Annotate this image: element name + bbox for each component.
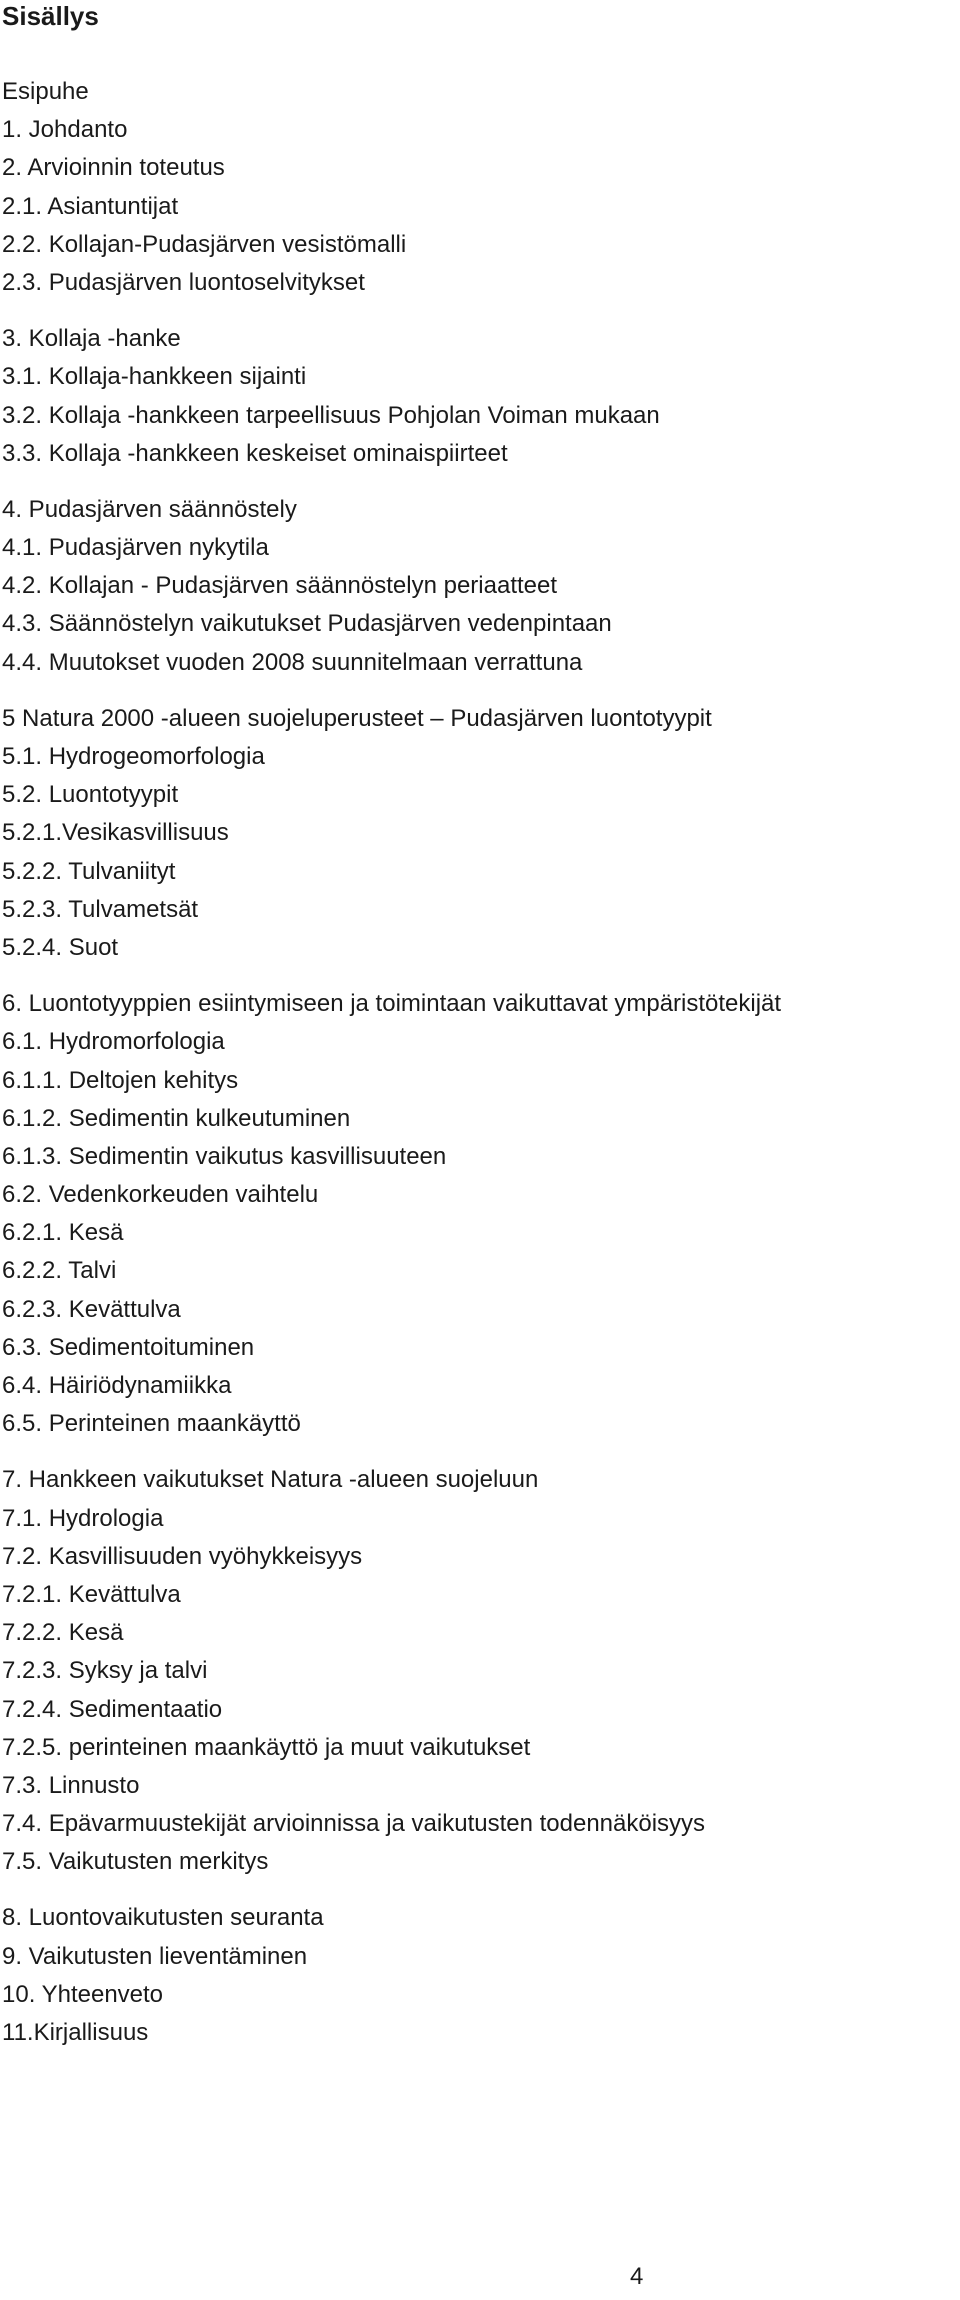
toc-entry: 7. Hankkeen vaikutukset Natura -alueen suojeluun: [2, 1466, 539, 1494]
toc-entry: 4. Pudasjärven säännöstely: [2, 495, 297, 523]
toc-entry: 2.3. Pudasjärven luontoselvitykset: [2, 268, 365, 296]
toc-entry: 1. Johdanto: [2, 116, 128, 144]
toc-entry: 2. Arvioinnin toteutus: [2, 154, 225, 182]
toc-group: [2, 1899, 781, 2052]
toc-group: [2, 700, 781, 967]
toc-entry: 2.1. Asiantuntijat: [2, 192, 179, 220]
toc-entry: 5.2.4. Suot: [2, 933, 119, 961]
toc-entry: 6.1.2. Sedimentin kulkeutuminen: [2, 1104, 351, 1132]
toc-entry: 4.4. Muutokset vuoden 2008 suunnitelmaan verrattuna: [2, 648, 583, 676]
toc-entry: 7.2.1. Kevättulva: [2, 1580, 181, 1608]
page-title: Sisällys: [2, 1, 99, 31]
toc-entry: 8. Luontovaikutusten seuranta: [2, 1904, 324, 1932]
page-number: 4: [630, 2263, 644, 2290]
toc-entry: 6. Luontotyyppien esiintymiseen ja toimintaan vaikuttavat ympäristötekijät: [2, 990, 782, 1018]
toc-entry: 11.Kirjallisuus: [2, 2019, 149, 2046]
toc-entry: 5.2. Luontotyypit: [2, 781, 179, 809]
toc-entry: 6.1. Hydromorfologia: [2, 1028, 225, 1056]
toc-entry: 7.2.4. Sedimentaatio: [2, 1695, 223, 1723]
toc-entry: 6.4. Häiriödynamiikka: [2, 1372, 232, 1399]
toc-entry: 4.2. Kollajan - Pudasjärven säännöstelyn periaatteet: [2, 572, 558, 600]
toc-entry: 6.5. Perinteinen maankäyttö: [2, 1410, 301, 1438]
toc-group: [2, 73, 781, 302]
toc-entry: 7.2.3. Syksy ja talvi: [2, 1657, 208, 1685]
toc-entry: 6.2.1. Kesä: [2, 1219, 124, 1247]
toc-entry: 3. Kollaja -hanke: [2, 325, 181, 353]
toc-entry: 7.1. Hydrologia: [2, 1504, 164, 1532]
toc-entry: 4.1. Pudasjärven nykytila: [2, 534, 269, 562]
toc-entry: 7.2.2. Kesä: [2, 1619, 124, 1647]
toc-entry: 9. Vaikutusten lieventäminen: [2, 1942, 308, 1970]
toc-entry: 3.3. Kollaja -hankkeen keskeiset ominaispiirteet: [2, 439, 508, 467]
toc-entry: 7.5. Vaikutusten merkitys: [2, 1848, 269, 1876]
toc-entry: 3.2. Kollaja -hankkeen tarpeellisuus Pohjolan Voiman mukaan: [2, 401, 660, 429]
toc-entry: 5.2.3. Tulvametsät: [2, 895, 199, 923]
toc-entry: 7.3. Linnusto: [2, 1771, 140, 1799]
toc-entry: 6.1.3. Sedimentin vaikutus kasvillisuuteen: [2, 1142, 447, 1170]
toc-entry: 6.1.1. Deltojen kehitys: [2, 1066, 239, 1094]
toc-group: [2, 320, 781, 473]
toc-entry: 6.2. Vedenkorkeuden vaihtelu: [2, 1181, 319, 1209]
toc-entry: 6.2.2. Talvi: [2, 1257, 117, 1285]
toc-entry: Esipuhe: [2, 78, 89, 105]
toc-entry: 3.1. Kollaja-hankkeen sijainti: [2, 363, 307, 391]
toc-entry: 5 Natura 2000 -alueen suojeluperusteet – Pudasjärven luontotyypit: [2, 704, 712, 732]
toc-entry: 10. Yhteenveto: [2, 1980, 164, 2008]
toc-entry: 5.1. Hydrogeomorfologia: [2, 743, 265, 770]
toc-entry: 4.3. Säännöstelyn vaikutukset Pudasjärven vedenpintaan: [2, 610, 612, 638]
toc-group: [2, 491, 781, 682]
toc-entry: 6.2.3. Kevättulva: [2, 1295, 181, 1323]
toc-group: [2, 1461, 781, 1881]
table-of-contents: [2, 73, 781, 2052]
toc-entry: 5.2.2. Tulvaniityt: [2, 857, 176, 885]
toc-entry: 5.2.1.Vesikasvillisuus: [2, 819, 229, 847]
toc-entry: 7.4. Epävarmuustekijät arvioinnissa ja vaikutusten todennäköisyys: [2, 1810, 706, 1838]
toc-entry: 2.2. Kollajan-Pudasjärven vesistömalli: [2, 230, 407, 258]
toc-entry: 7.2.5. perinteinen maankäyttö ja muut vaikutukset: [2, 1733, 531, 1761]
toc-group: [2, 985, 781, 1443]
toc-entry: 7.2. Kasvillisuuden vyöhykkeisyys: [2, 1542, 363, 1570]
toc-entry: 6.3. Sedimentoituminen: [2, 1333, 255, 1361]
